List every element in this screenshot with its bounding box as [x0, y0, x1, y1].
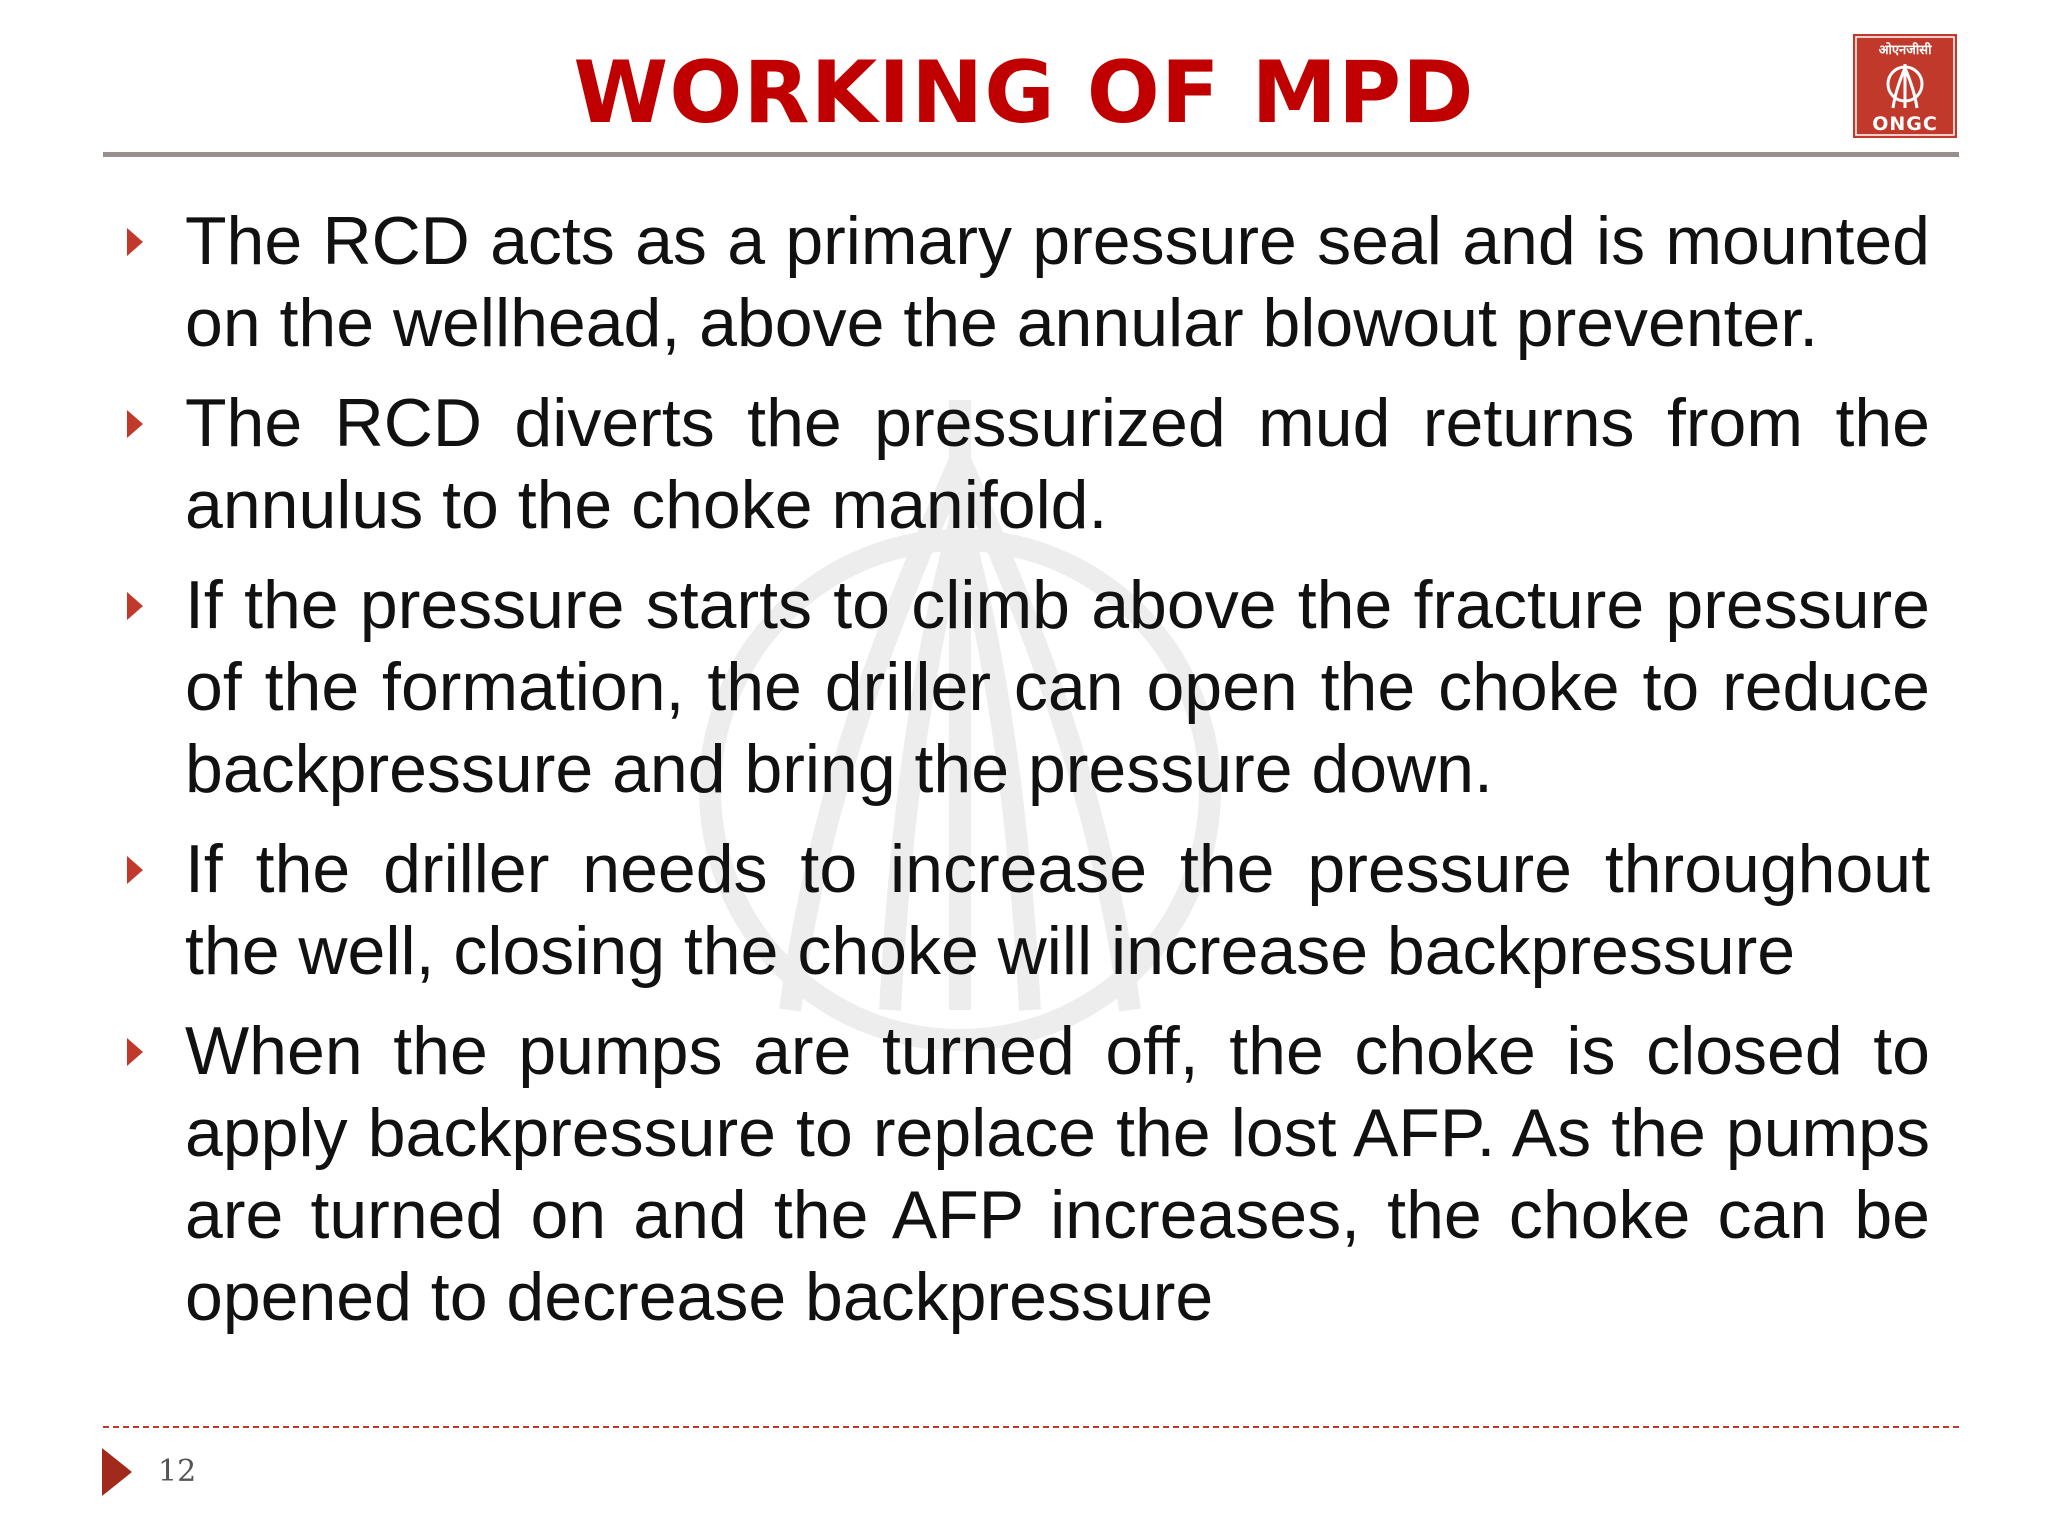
bullet-item [0, 564, 2048, 810]
logo-ongc-text: ONGC [1872, 113, 1938, 135]
bullet-text: The RCD acts as a primary pressure seal and is mounted on the wellhead, above the annular blowout preventer. [185, 203, 1930, 361]
page-number: 12 [158, 1454, 197, 1489]
bullet-arrow-icon [127, 228, 143, 256]
bullet-item [0, 1010, 2048, 1338]
bullet-text: If the driller needs to increase the pressure throughout the well, closing the choke will increase backpressure [185, 831, 1930, 989]
bullet-list [0, 200, 2048, 1356]
logo-hindi-text: ओएनजीसी [1878, 43, 1932, 58]
footer-arrow-icon [102, 1448, 132, 1496]
footer-divider [103, 1426, 1959, 1428]
bullet-arrow-icon [127, 1038, 143, 1066]
bullet-text: The RCD diverts the pressurized mud returns from the annulus to the choke manifold. [185, 385, 1930, 543]
bullet-arrow-icon [127, 410, 143, 438]
bullet-item [0, 200, 2048, 364]
bullet-arrow-icon [127, 592, 143, 620]
bullet-text: If the pressure starts to climb above the fracture pressure of the formation, the driller can open the choke to reduce backpressure and bring the pressure down. [185, 567, 1930, 807]
ongc-logo [1853, 34, 1957, 138]
title-divider [103, 152, 1959, 157]
slide-title: WORKING OF MPD [573, 43, 1475, 143]
bullet-arrow-icon [127, 856, 143, 884]
bullet-item [0, 382, 2048, 546]
bullet-item [0, 828, 2048, 992]
bullet-text: When the pumps are turned off, the choke is closed to apply backpressure to replace the lost AFP. As the pumps are turned on and the AFP increases, the choke can be opened to decrease backpressure [185, 1013, 1930, 1335]
